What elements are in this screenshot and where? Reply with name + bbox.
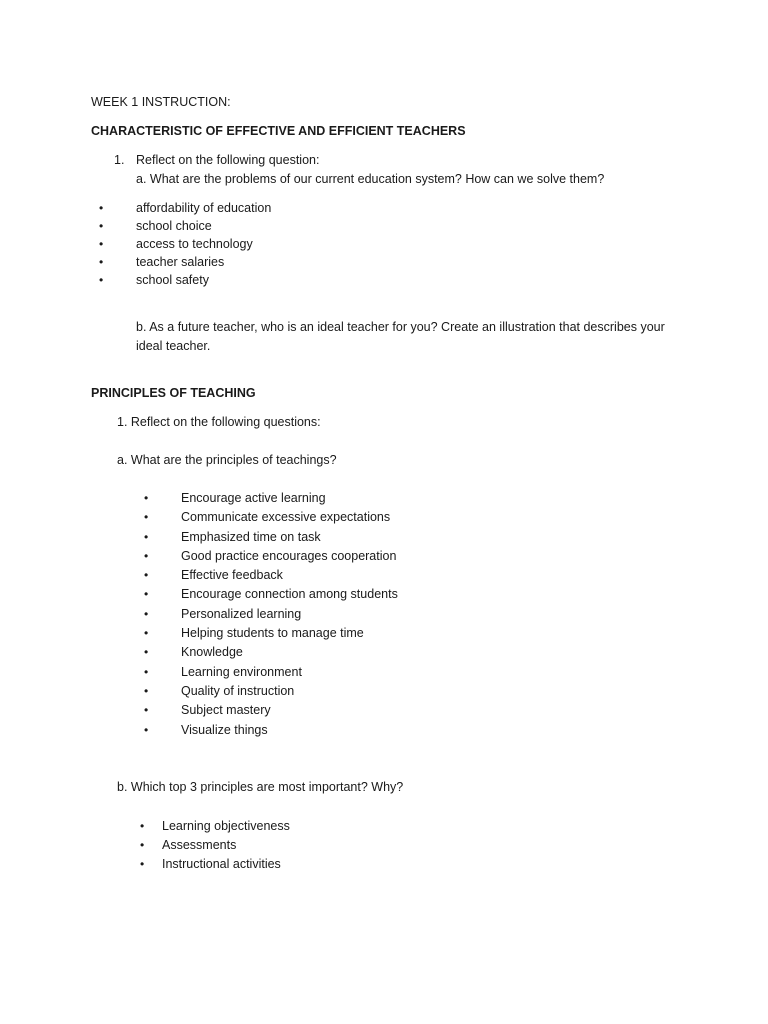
bullet-icon: • — [144, 568, 149, 583]
bullet-icon: • — [144, 587, 149, 602]
list-item — [144, 625, 504, 644]
list-item — [99, 272, 399, 290]
section2-question-a: a. What are the principles of teachings? — [117, 453, 337, 467]
bullet-icon: • — [99, 219, 104, 233]
list-item — [140, 837, 440, 856]
list-item — [99, 254, 399, 272]
list-item-text: teacher salaries — [136, 255, 225, 269]
bullet-icon: • — [144, 626, 149, 641]
list-item — [140, 856, 440, 875]
bullet-icon: • — [144, 645, 149, 660]
bullet-icon: • — [144, 703, 149, 718]
list-item — [144, 509, 504, 528]
list-item — [99, 218, 399, 236]
bullet-icon: • — [140, 819, 145, 833]
list-item-text: Helping students to manage time — [181, 626, 364, 641]
list-item-text: Emphasized time on task — [181, 529, 321, 544]
problems-list — [99, 200, 399, 290]
bullet-icon: • — [99, 201, 104, 215]
list-item — [144, 702, 504, 721]
week-heading: WEEK 1 INSTRUCTION: — [91, 95, 231, 109]
list-item — [144, 683, 504, 702]
list-item — [144, 586, 504, 605]
list-item — [144, 664, 504, 683]
list-item — [144, 722, 504, 741]
list-item-text: school choice — [136, 219, 212, 233]
section1-title: CHARACTERISTIC OF EFFECTIVE AND EFFICIENT TEACHERS — [91, 124, 466, 138]
list-item-text: Communicate excessive expectations — [181, 510, 391, 525]
bullet-icon: • — [140, 838, 145, 852]
section1-item-text: Reflect on the following question: — [136, 153, 320, 167]
section2-question-b: b. Which top 3 principles are most important? Why? — [117, 780, 404, 794]
list-item-text: Encourage connection among students — [181, 587, 398, 602]
list-item-text: Knowledge — [181, 645, 243, 660]
bullet-icon: • — [144, 529, 149, 544]
list-item-text: Encourage active learning — [181, 491, 326, 505]
bullet-icon: • — [99, 273, 104, 287]
list-item — [144, 548, 504, 567]
list-item-text: school safety — [136, 273, 209, 287]
list-item-text: affordability of education — [136, 201, 272, 215]
bullet-icon: • — [140, 857, 145, 871]
list-item-text: Learning environment — [181, 664, 302, 679]
list-item-text: Subject mastery — [181, 703, 271, 718]
list-item-text: access to technology — [136, 237, 253, 251]
bullet-icon: • — [144, 491, 149, 505]
list-item — [144, 529, 504, 548]
bullet-icon: • — [144, 683, 149, 698]
list-item — [99, 200, 399, 218]
bullet-icon: • — [144, 510, 149, 525]
list-item — [144, 644, 504, 663]
list-item-text: Personalized learning — [181, 606, 302, 621]
list-item-text: Good practice encourages cooperation — [181, 548, 397, 563]
list-item — [140, 818, 440, 837]
bullet-icon: • — [144, 548, 149, 563]
bullet-icon: • — [144, 722, 149, 737]
section1-question-b-line2: ideal teacher. — [136, 339, 211, 353]
bullet-icon: • — [144, 664, 149, 679]
bullet-icon: • — [99, 255, 104, 269]
section1-question-a: a. What are the problems of our current education system? How can we solve them? — [136, 172, 605, 186]
section1-item-number: 1. — [114, 153, 125, 167]
bullet-icon: • — [99, 237, 104, 251]
list-item-text: Assessments — [162, 838, 237, 852]
list-item-text: Learning objectiveness — [162, 819, 290, 833]
section2-title: PRINCIPLES OF TEACHING — [91, 386, 256, 400]
list-item — [144, 567, 504, 586]
list-item — [144, 606, 504, 625]
list-item-text: Effective feedback — [181, 568, 283, 583]
list-item-text: Quality of instruction — [181, 683, 295, 698]
top-principles-list — [140, 818, 440, 875]
section1-question-b-line1: b. As a future teacher, who is an ideal teacher for you? Create an illustration that describes your — [136, 320, 665, 334]
bullet-icon: • — [144, 606, 149, 621]
list-item — [144, 490, 504, 509]
list-item-text: Instructional activities — [162, 857, 281, 871]
list-item-text: Visualize things — [181, 722, 268, 737]
list-item — [99, 236, 399, 254]
principles-list — [144, 490, 504, 741]
section2-item-text: 1. Reflect on the following questions: — [117, 415, 321, 429]
